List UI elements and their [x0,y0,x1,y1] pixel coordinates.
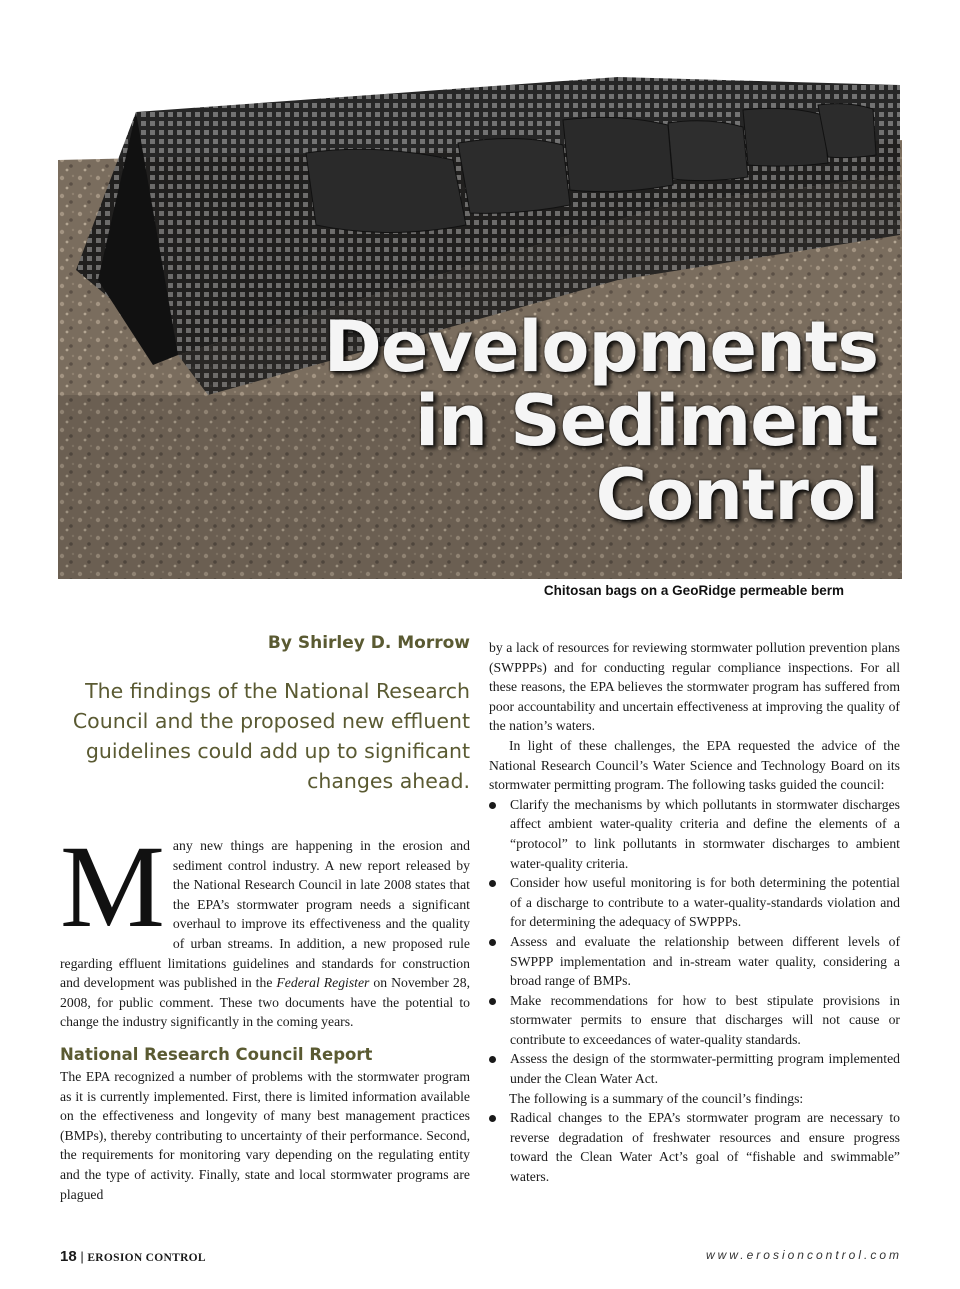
bullet-icon [489,998,496,1005]
summary-intro: The following is a summary of the council’s findings: [509,1090,804,1106]
page-number: 18 [60,1248,77,1265]
bullet-icon [489,802,496,809]
section-heading: National Research Council Report [60,1044,373,1064]
byline: By Shirley D. Morrow [267,633,470,653]
intro-paragraph [60,821,470,1032]
left-column [60,821,470,1204]
title-line-3: Control [595,454,878,536]
publication-name: EROSION CONTROL [87,1252,206,1264]
page-footer-left [60,1248,206,1265]
bullet-icon [489,939,496,946]
federal-register-title: Federal Register [276,975,370,991]
list-item: Clarify the mechanisms by which pollutants in stormwater discharges affect ambient water-quality criteria and define the elements of a “protocol” to link pollutants in stormwater discharges to ambient water-quality criteria. [489,795,900,873]
body-paragraph: The EPA recognized a number of problems with the stormwater program as it is currently implemented. First, there is limited information available on the effectiveness and longevity of many best management practices (BMPs), thereby contributing to uncertainty of their performance. Second, the requirements for monitoring vary depending on the regulating entity and the type of activity. Finally, state and local stormwater programs are plagued [60,1068,470,1202]
title-line-1: Developments [323,306,878,388]
right-column [489,638,900,1187]
intro-text-end: on November 28, 2008, for public comment. These two documents have the potential to change the industry significantly in the coming years. [60,975,470,1030]
list-item: Assess and evaluate the relationship between different levels of SWPPP implementation and in-stream water quality, considering a broad range of BMPs. [489,932,900,991]
hero-photo [58,65,902,579]
intro-text: any new things are happening in the erosion and sediment control industry. A new report released by the National Research Council in late 2008 states that the EPA’s stormwater program needs a significant overhaul to improve its effectiveness and the quality of urban streams. In addition, a new proposed rule regarding effluent limitations guidelines and standards for construction and development was published in the [60,838,470,991]
article-title [323,306,878,536]
bullet-icon [489,1056,496,1063]
body-paragraph: In light of these challenges, the EPA requested the advice of the National Research Council’s Water Science and Technology Board on its stormwater permitting program. The following tasks guided the council: [489,737,900,793]
drop-cap: M [60,821,165,952]
bullet-icon [489,880,496,887]
list-item: Consider how useful monitoring is for both determining the potential of a discharge to contribute to a water-quality-standards violation and for determining the adequacy of SWPPPs. [489,873,900,932]
website-url: www.erosioncontrol.com [705,1248,902,1262]
body-paragraph: by a lack of resources for reviewing stormwater pollution prevention plans (SWPPPs) and for conducting regular compliance inspections. For all these reasons, the EPA believes the stormwater program has suffered from poor accountability and uncertain effectiveness at improving the quality of the nation’s waters. [489,640,900,734]
title-line-2: in Sediment [415,380,878,462]
list-item: Make recommendations for how to best stipulate provisions in stormwater permits to ensure that discharges will not cause or contribute to exceedances of water-quality standards. [489,991,900,1050]
bullet-icon [489,1115,496,1122]
findings-list [489,1108,900,1186]
photo-caption: Chitosan bags on a GeoRidge permeable berm [543,583,844,598]
list-item: Assess the design of the stormwater-permitting program implemented under the Clean Water Act. [489,1049,900,1088]
deck: The findings of the National Research Council and the proposed new effluent guidelines could add up to significant changes ahead. [72,679,470,793]
task-list [489,795,900,1089]
list-item: Radical changes to the EPA’s stormwater program are necessary to reverse degradation of freshwater resources and ensure progress toward the Clean Water Act’s goal of “fishable and swimmable” waters. [489,1108,900,1186]
footer-separator: | [80,1249,84,1264]
